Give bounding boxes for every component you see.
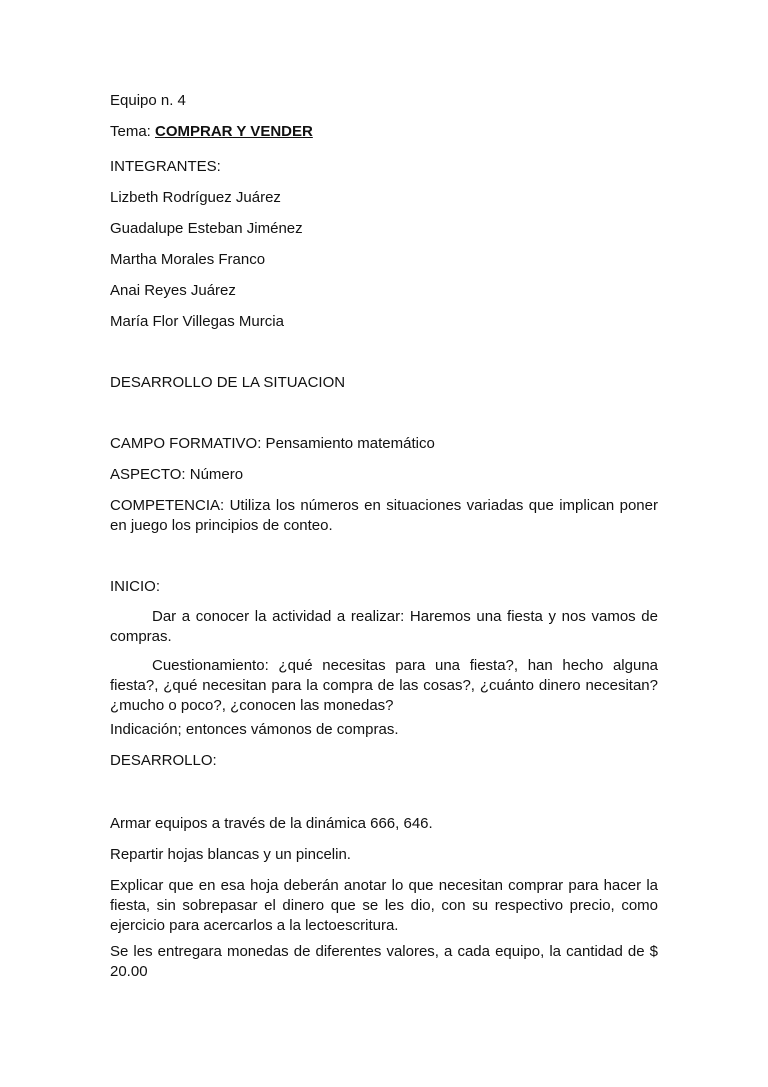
inicio-paragraph: Dar a conocer la actividad a realizar: Haremos una fiesta y nos vamos de compras.	[110, 608, 658, 645]
team-number: Equipo n. 4	[110, 92, 186, 109]
topic-title: COMPRAR Y VENDER	[155, 123, 313, 140]
member-name: Lizbeth Rodríguez Juárez	[110, 189, 281, 206]
step-item: Se les entregara monedas de diferentes valores, a cada equipo, la cantidad de $ 20.00	[110, 943, 658, 980]
step-item: Explicar que en esa hoja deberán anotar lo que necesitan comprar para hacer la fiesta, sin sobrepasar el dinero que se les dio, con su respectivo precio, como ejercicio para acercarlos a la lectoescritura.	[110, 877, 658, 934]
competencia: COMPETENCIA: Utiliza los números en situaciones variadas que implican poner en juego los principios de conteo.	[110, 497, 658, 534]
campo-formativo: CAMPO FORMATIVO: Pensamiento matemático	[110, 435, 435, 452]
member-name: Martha Morales Franco	[110, 251, 266, 268]
topic-label: Tema:	[110, 123, 156, 140]
members-heading: INTEGRANTES:	[110, 158, 221, 175]
aspecto: ASPECTO: Número	[110, 466, 244, 483]
step-item: Armar equipos a través de la dinámica 666, 646.	[110, 815, 433, 832]
member-name: Anai Reyes Juárez	[110, 282, 236, 299]
inicio-heading: INICIO:	[110, 578, 161, 595]
indicacion: Indicación; entonces vámonos de compras.	[110, 721, 399, 738]
cuestionamiento-paragraph: Cuestionamiento: ¿qué necesitas para una fiesta?, han hecho alguna fiesta?, ¿qué necesitan para la compra de las cosas?, ¿cuánto dinero necesitan?¿mucho o poco?, ¿conocen las monedas?	[110, 657, 658, 714]
member-name: Guadalupe Esteban Jiménez	[110, 220, 303, 237]
development-heading: DESARROLLO DE LA SITUACION	[110, 374, 346, 391]
desarrollo-heading: DESARROLLO:	[110, 752, 217, 769]
member-name: María Flor Villegas Murcia	[110, 313, 284, 330]
topic-line	[110, 122, 658, 142]
step-item: Repartir hojas blancas y un pincelin.	[110, 846, 351, 863]
